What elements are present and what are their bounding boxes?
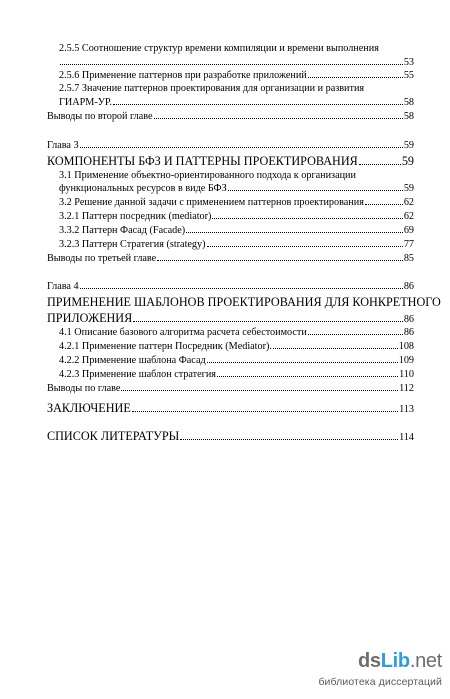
toc-leader-dots bbox=[365, 203, 403, 205]
toc-entry-conclusions-ch4 bbox=[47, 383, 414, 395]
toc-entry-chapter-4 bbox=[47, 281, 414, 293]
toc-leader-dots bbox=[113, 103, 403, 105]
toc-page-number: 113 bbox=[399, 404, 414, 415]
toc-entry-chapter-4-title bbox=[47, 295, 441, 309]
toc-entry-text: 4.1 Описание базового алгоритма расчета себестоимости bbox=[59, 327, 307, 338]
toc-entry-3-2-1 bbox=[59, 211, 414, 223]
toc-entry-text: 2.5.6 Применение паттернов при разработке приложений bbox=[59, 70, 307, 81]
toc-entry-text: ЗАКЛЮЧЕНИЕ bbox=[47, 401, 131, 415]
toc-leader-dots bbox=[207, 361, 398, 363]
toc-page-number: 69 bbox=[403, 225, 414, 236]
toc-entry-2-5-5-continuation bbox=[59, 57, 414, 69]
toc-entry-2-5-7 bbox=[59, 83, 364, 95]
toc-page-number: 110 bbox=[399, 369, 414, 380]
toc-page-number: 77 bbox=[403, 239, 414, 250]
toc-page-number: 112 bbox=[399, 383, 414, 394]
toc-entry-bibliography bbox=[47, 429, 414, 443]
toc-entry-text: 3.2.3 Паттерн Стратегия (strategy) bbox=[59, 239, 206, 250]
toc-entry-text: СПИСОК ЛИТЕРАТУРЫ bbox=[47, 429, 180, 443]
toc-entry-text: 2.5.7 Значение паттернов проектирования для организации и развития bbox=[59, 83, 365, 94]
toc-page-number: 58 bbox=[403, 97, 414, 108]
toc-entry-conclusions-ch2 bbox=[47, 111, 414, 123]
toc-leader-dots bbox=[217, 375, 398, 377]
toc-entry-4-2-3 bbox=[59, 369, 414, 381]
toc-entry-3-3-2 bbox=[59, 225, 414, 237]
toc-entry-text: 4.2.3 Применение шаблон стратегия bbox=[59, 369, 216, 380]
toc-page-number: 59 bbox=[403, 183, 414, 194]
toc-page-number: 86 bbox=[403, 314, 414, 325]
toc-entry-text: 4.2.1 Применение паттерн Посредник (Mediator). bbox=[59, 341, 272, 352]
toc-entry-text: ПРИЛОЖЕНИЯ bbox=[47, 311, 133, 325]
toc-entry-4-1 bbox=[59, 327, 414, 339]
toc-entry-text: 3.3.2 Паттерн Фасад (Facade) bbox=[59, 225, 186, 236]
toc-page-number: 86 bbox=[403, 327, 414, 338]
toc-leader-dots bbox=[80, 287, 403, 289]
dslib-subtitle: библиотека диссертаций bbox=[318, 676, 442, 688]
toc-page-number: 58 bbox=[403, 111, 414, 122]
toc-leader-dots bbox=[157, 259, 403, 261]
toc-entry-conclusions-ch3 bbox=[47, 253, 414, 265]
toc-entry-3-2 bbox=[59, 197, 414, 209]
toc-entry-2-5-5 bbox=[59, 43, 379, 55]
toc-entry-4-2-1 bbox=[59, 341, 414, 353]
toc-entry-4-2-2 bbox=[59, 355, 414, 367]
toc-page-number: 59 bbox=[401, 154, 414, 168]
toc-entry-text: 4.2.2 Применение шаблона Фасад bbox=[59, 355, 206, 366]
toc-entry-text: 2.5.5 Соотношение структур времени компиляции и времени выполнения bbox=[59, 43, 379, 54]
toc-entry-text: ГИАРМ-УР. bbox=[59, 97, 112, 108]
toc-entry-text: Выводы по второй главе bbox=[47, 111, 153, 122]
toc-entry-text: Выводы по главе bbox=[47, 383, 121, 394]
toc-leader-dots bbox=[180, 438, 398, 440]
toc-leader-dots bbox=[121, 389, 398, 391]
toc-entry-text: 3.1 Применение объектно-ориентированного подхода к организации bbox=[59, 170, 356, 181]
toc-leader-dots bbox=[359, 163, 401, 165]
toc-leader-dots bbox=[273, 347, 398, 349]
toc-leader-dots bbox=[308, 76, 403, 78]
toc-page-number: 62 bbox=[403, 197, 414, 208]
toc-entry-2-5-6 bbox=[59, 70, 414, 82]
toc-entry-text: Глава 3 bbox=[47, 140, 79, 151]
toc-page-number: 108 bbox=[398, 341, 414, 352]
toc-leader-dots bbox=[133, 320, 403, 322]
toc-page-number: 85 bbox=[403, 253, 414, 264]
toc-leader-dots bbox=[228, 189, 403, 191]
toc-leader-dots bbox=[132, 410, 398, 412]
toc-leader-dots bbox=[212, 217, 402, 219]
toc-page-number: 59 bbox=[403, 140, 414, 151]
toc-page-number: 53 bbox=[403, 57, 414, 68]
toc-entry-text: ПРИМЕНЕНИЕ ШАБЛОНОВ ПРОЕКТИРОВАНИЯ ДЛЯ КОНКРЕТНОГО bbox=[47, 295, 441, 309]
toc-leader-dots bbox=[60, 63, 403, 65]
toc-leader-dots bbox=[207, 245, 403, 247]
dslib-logo: dsLib.net bbox=[357, 650, 442, 672]
toc-entry-text: функциональных ресурсов в виде БФЗ bbox=[59, 183, 227, 194]
toc-leader-dots bbox=[154, 117, 403, 119]
toc-entry-text: КОМПОНЕНТЫ БФЗ И ПАТТЕРНЫ ПРОЕКТИРОВАНИЯ bbox=[47, 154, 358, 168]
toc-entry-chapter-3-title bbox=[47, 154, 414, 168]
toc-entry-chapter-3 bbox=[47, 140, 414, 152]
toc-entry-chapter-4-title-continuation bbox=[47, 311, 414, 325]
toc-page-number: 62 bbox=[403, 211, 414, 222]
toc-entry-2-5-7-continuation bbox=[59, 97, 414, 109]
toc-page-number: 114 bbox=[399, 432, 414, 443]
dslib-watermark bbox=[318, 650, 448, 694]
toc-leader-dots bbox=[308, 333, 403, 335]
toc-leader-dots bbox=[186, 231, 403, 233]
toc-entry-3-1 bbox=[59, 170, 356, 182]
toc-leader-dots bbox=[80, 146, 403, 148]
toc-entry-3-2-3 bbox=[59, 239, 414, 251]
toc-entry-text: Глава 4 bbox=[47, 281, 79, 292]
toc-entry-3-1-continuation bbox=[59, 183, 414, 195]
toc-page-number: 86 bbox=[403, 281, 414, 292]
toc-entry-text: Выводы по третьей главе bbox=[47, 253, 157, 264]
toc-page-number: 109 bbox=[398, 355, 414, 366]
toc-entry-conclusion bbox=[47, 401, 414, 415]
toc-entry-text: 3.2.1 Паттерн посредник (mediator) bbox=[59, 211, 212, 222]
toc-entry-text: 3.2 Решение данной задачи с применением паттернов проектирования bbox=[59, 197, 364, 208]
toc-page-number: 55 bbox=[403, 70, 414, 81]
